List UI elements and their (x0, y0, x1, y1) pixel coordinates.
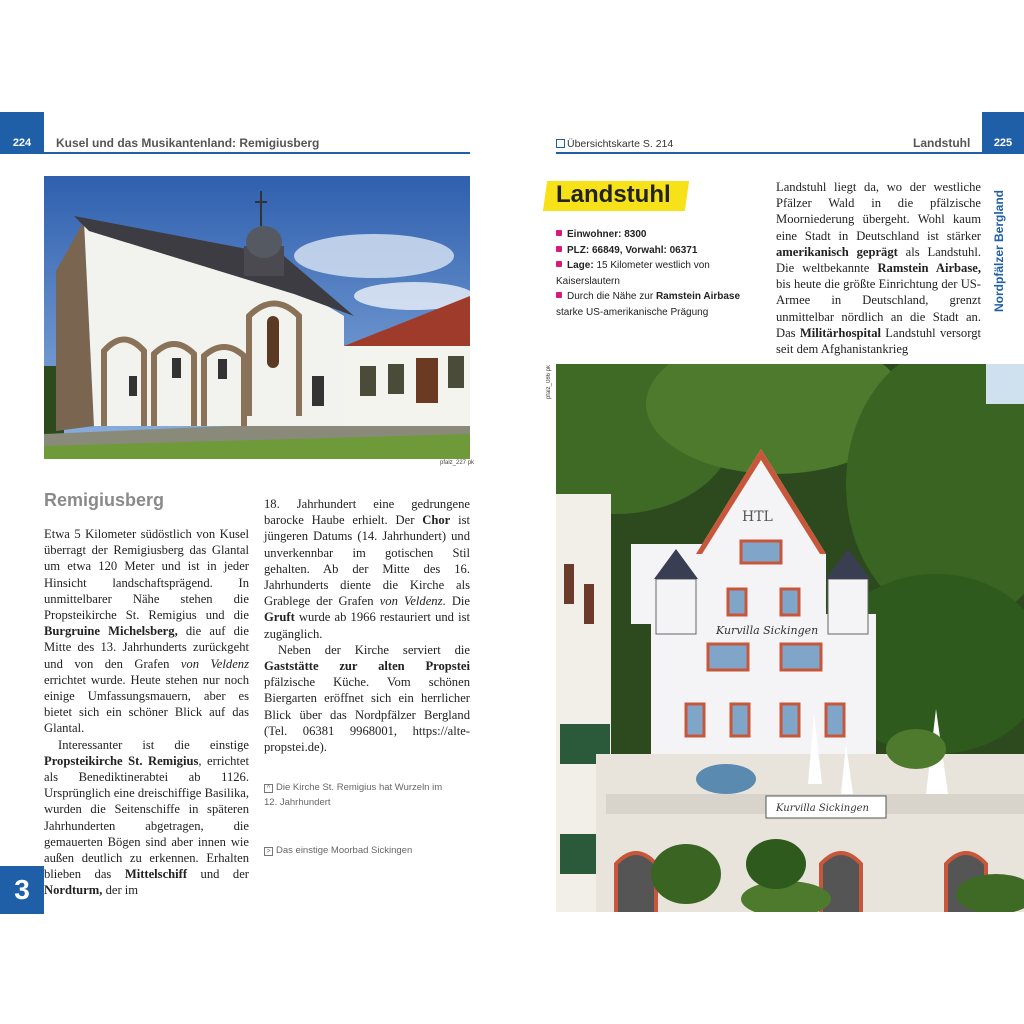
text-column-1 (44, 526, 249, 899)
page-number-right (982, 112, 1024, 154)
hotel-photo (556, 364, 1024, 912)
side-region-label: Nordpfälzer Bergland (992, 189, 1006, 312)
running-head-right: Landstuhl (913, 136, 971, 150)
paragraph: 18. Jahrhundert eine gedrungene barocke Haube erhielt. Der Chor ist jüngeren Datums (14. Jahrhundert) und unverkennbar im gotischen Stil gehalten. Ab der Mitte des 16. Jahrhunderts diente die Kirche als Grablege der Grafen von Veldenz. Die Gruft wurde ab 1966 restauriert und ist zugänglich. (264, 497, 471, 641)
map-reference-icon (556, 139, 565, 148)
page-number-right-text: 225 (993, 137, 1013, 149)
map-reference: Übersichtskarte S. 214 (567, 138, 674, 150)
info-item: Lage: 15 Kilometer westlich von Kaiserslautern (556, 260, 710, 287)
bullet-icon (556, 261, 562, 267)
church-photo (44, 176, 470, 459)
paragraph: Landstuhl liegt da, wo der westliche Pfälzer Wald in die pfälzische Moorniederung übergeht. Wohl kaum eine Stadt in Deutschland ist stärker amerikanisch geprägt als Landstuhl. Die weltbekannte Ramstein Airbase, bis heute die größte Einrichtung der US-Armee in Deutschland, grenzt unmittelbar nördlich an die Stadt an. Das Militärhospital Landstuhl versorgt seit dem Afghanistankrieg (776, 180, 981, 357)
hotel-letters: HTL (742, 509, 773, 525)
place-title: Landstuhl (556, 181, 671, 208)
header-rule-left (44, 152, 470, 154)
bullet-icon (556, 292, 562, 298)
running-head-left: Kusel und das Musikantenland: Remigiusberg (56, 136, 320, 150)
text-column-2 (264, 496, 470, 755)
header-rule-right (556, 152, 982, 154)
caption-right-marker-icon: > (264, 847, 273, 856)
hotel-sign-text: Kurvilla Sickingen (716, 624, 819, 637)
photo-credit-right: pfalz_086 pk (546, 365, 552, 400)
info-item: Einwohner: 8300 (556, 227, 764, 243)
caption-moorbad: > Das einstige Moorbad Sickingen (264, 843, 454, 858)
info-item: PLZ: 66849, Vorwahl: 06371 (556, 243, 764, 259)
paragraph: Interessanter ist die einstige Propsteikirche St. Remigius, errichtet als Benediktinerabtei ab 1126. Ursprünglich eine dreischiffige Basilika, wurden die Seitenschiffe in späteren Jahrhunderten abgetragen, die gemauerten Bögen sind aber innen wie außen deutlich zu erkennen. Erhalten blieben das Mittelschiff und der Nordturm, der im (44, 737, 250, 898)
terrace-sign-text: Kurvilla Sickingen (776, 803, 869, 814)
page-number-left-text: 224 (12, 137, 32, 149)
paragraph: Etwa 5 Kilometer südöstlich von Kusel überragt der Remigiusberg das Glantal um etwa 120 Meter und ist in jeder Hinsicht landschaftsprägend. In unmittelbarer Nähe stehen die Propsteikirche St. Remigius und die Burgruine Michelsberg, die auf die Mitte des 13. Jahrhunderts zurückgeht und von den Grafen von Veldenz errichtet wurde. Heute stehen nur noch einige Umfassungsmauern, aber es bietet sich ein schöner Blick auf das Glantal. (44, 527, 249, 736)
bullet-icon (556, 230, 562, 236)
caption-church: ^ Die Kirche St. Remigius hat Wurzeln im 12. Jahrhundert (264, 782, 443, 808)
section-title: Remigiusberg (44, 490, 165, 510)
photo-credit-left: pfalz_227 pk (440, 460, 475, 466)
intro-text (776, 179, 981, 357)
info-item: Durch die Nähe zur Ramstein Airbase starke US-amerikanische Prägung (556, 291, 741, 318)
paragraph: Neben der Kirche serviert die Gaststätte zur alten Propstei pfälzische Küche. Vom schönen Biergarten eröffnet sich ein herrlicher Blick über das Nordpfälzer Bergland (Tel. 06381 9968001, https://alte-propstei.de). (264, 642, 470, 755)
page-number-left (0, 112, 44, 154)
caption-up-marker-icon: ^ (264, 784, 273, 793)
bullet-icon (556, 246, 562, 252)
chapter-tab: 3 (0, 866, 44, 914)
info-box (556, 227, 764, 320)
